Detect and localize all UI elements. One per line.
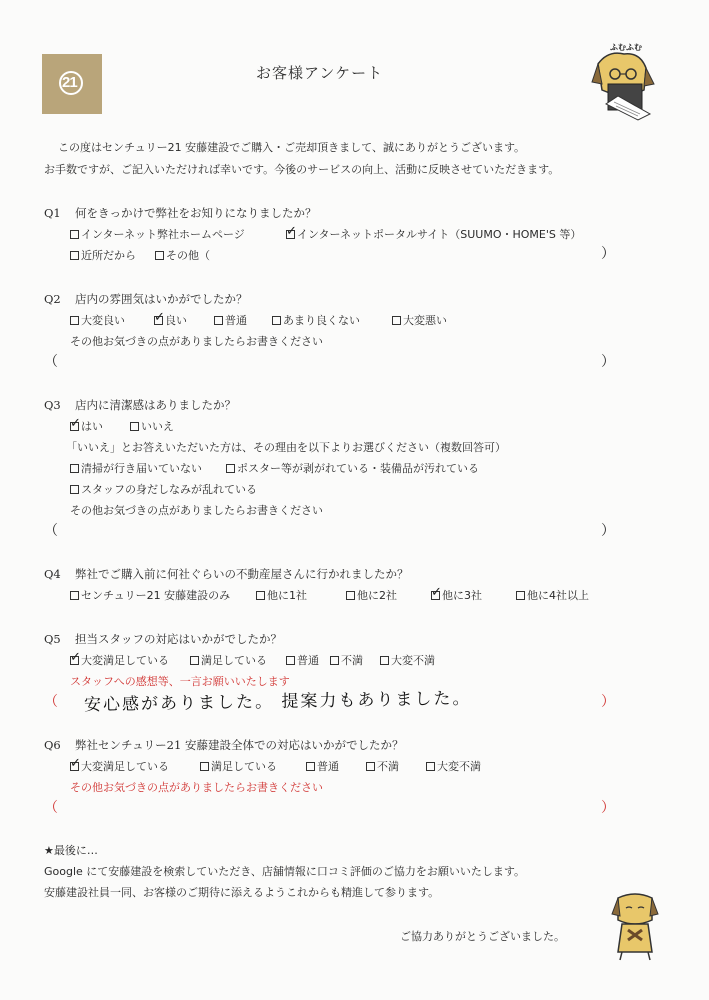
checkbox-checked[interactable] <box>70 422 79 431</box>
q2-close-paren: ） <box>601 354 615 370</box>
q3-reason-appearance[interactable]: スタッフの身だしなみが乱れている <box>70 484 257 495</box>
q3-question: 店内に清潔感はありましたか？ <box>75 398 236 412</box>
checkbox[interactable] <box>286 656 295 665</box>
checkbox[interactable] <box>70 316 79 325</box>
checkbox[interactable] <box>226 464 235 473</box>
q3-reason-posters[interactable]: ポスター等が剥がれている・装備品が汚れている <box>226 463 479 474</box>
checkbox[interactable] <box>272 316 281 325</box>
q2-option-not-good[interactable]: あまり良くない <box>272 315 360 326</box>
checkbox[interactable] <box>214 316 223 325</box>
mascot-caption: ふむふむ <box>610 43 642 52</box>
thanks-message: ご協力ありがとうございました。 <box>400 930 565 943</box>
checkbox[interactable] <box>190 656 199 665</box>
q4-option-only[interactable]: センチュリー21 安藤建設のみ <box>70 590 230 601</box>
q5-option-normal[interactable]: 普通 <box>286 655 319 666</box>
checkbox[interactable] <box>330 656 339 665</box>
footer-line-2: 安藤建設社員一同、お客様のご期待に添えるようこれからも精進して参ります。 <box>44 886 440 899</box>
q2-option-normal[interactable]: 普通 <box>214 315 247 326</box>
q5-option-very-dissatisfied[interactable]: 大変不満 <box>380 655 435 666</box>
q5-option-satisfied[interactable]: 満足している <box>190 655 267 666</box>
q6-close-paren: ） <box>601 800 615 816</box>
q5-open-paren: （ <box>44 694 58 710</box>
q2-option-very-bad[interactable]: 大変悪い <box>392 315 447 326</box>
checkbox[interactable] <box>70 230 79 239</box>
q6-number: Q6 <box>44 738 61 752</box>
checkbox[interactable] <box>366 762 375 771</box>
checkbox[interactable] <box>306 762 315 771</box>
q4-option-two[interactable]: 他に2社 <box>346 590 397 601</box>
q5-number: Q5 <box>44 632 61 646</box>
q3-option-yes[interactable]: ✓はい <box>70 421 103 432</box>
q3-close-paren: ） <box>601 523 615 539</box>
page-title: お客様アンケート <box>256 64 384 82</box>
q3-option-no[interactable]: いいえ <box>130 421 174 432</box>
mascot-bowing-icon <box>606 890 664 962</box>
checkbox-checked[interactable] <box>154 316 163 325</box>
q2-question: 店内の雰囲気はいかがでしたか？ <box>75 292 248 306</box>
q3-comment-prompt: その他お気づきの点がありましたらお書きください <box>70 504 323 517</box>
checkbox-checked[interactable] <box>431 591 440 600</box>
q6-option-very-satisfied[interactable]: ✓大変満足している <box>70 761 169 772</box>
q5-question: 担当スタッフの対応はいかがでしたか？ <box>75 632 282 646</box>
q3-open-paren: （ <box>44 523 58 539</box>
q1-option-nearby[interactable]: 近所だから <box>70 250 136 261</box>
q5-option-dissatisfied[interactable]: 不満 <box>330 655 363 666</box>
q3-reason-cleaning[interactable]: 清掃が行き届いていない <box>70 463 202 474</box>
q1-number: Q1 <box>44 206 61 220</box>
q1-option-portal[interactable]: ✓ インターネットポータルサイト（SUUMO・HOME'S 等） <box>286 229 581 240</box>
footer-heading: ★最後に… <box>44 844 98 857</box>
q1-option-website[interactable]: インターネット弊社ホームページ <box>70 229 245 240</box>
q6-option-very-dissatisfied[interactable]: 大変不満 <box>426 761 481 772</box>
logo-text: 21 <box>62 74 77 91</box>
q4-option-one[interactable]: 他に1社 <box>256 590 307 601</box>
checkbox[interactable] <box>426 762 435 771</box>
checkbox[interactable] <box>70 485 79 494</box>
q5-handwritten-answer: 安心感がありました。 提案力もありました。 <box>83 688 472 716</box>
mascot-reading-icon <box>588 44 660 124</box>
checkbox[interactable] <box>380 656 389 665</box>
checkbox-checked[interactable] <box>286 230 295 239</box>
q2-option-good[interactable]: ✓ 良い <box>154 315 187 326</box>
q6-option-dissatisfied[interactable]: 不満 <box>366 761 399 772</box>
q6-option-normal[interactable]: 普通 <box>306 761 339 772</box>
checkbox-checked[interactable] <box>70 656 79 665</box>
q4-question: 弊社でご購入前に何社ぐらいの不動産屋さんに行かれましたか？ <box>75 567 409 581</box>
q3-sub-prompt: 「いいえ」とお答えいただいた方は、その理由を以下よりお選びください（複数回答可） <box>66 441 506 454</box>
intro-line-1: この度はセンチュリー21 安藤建設でご購入・ご売却頂きまして、誠にありがとうございます。 <box>58 141 526 154</box>
footer-line-1: Google にて安藤建設を検索していただき、店舗情報に口コミ評価のご協力をお願いいたします。 <box>44 865 525 878</box>
checkbox-checked[interactable] <box>70 762 79 771</box>
q5-comment-prompt: スタッフへの感想等、一言お願いいたします <box>70 675 290 688</box>
checkbox[interactable] <box>256 591 265 600</box>
q6-question: 弊社センチュリー21 安藤建設全体での対応はいかがでしたか？ <box>75 738 404 752</box>
q1-option-other[interactable]: その他（ <box>155 250 210 261</box>
q4-option-four-plus[interactable]: 他に4社以上 <box>516 590 589 601</box>
checkbox[interactable] <box>70 591 79 600</box>
q2-comment-prompt: その他お気づきの点がありましたらお書きください <box>70 335 323 348</box>
q6-comment-prompt: その他お気づきの点がありましたらお書きください <box>70 781 323 794</box>
q2-option-very-good[interactable]: 大変良い <box>70 315 125 326</box>
checkbox[interactable] <box>155 251 164 260</box>
checkbox[interactable] <box>70 251 79 260</box>
century21-logo <box>42 54 102 114</box>
q1-close-paren: ） <box>601 246 615 262</box>
q4-option-three[interactable]: ✓ 他に3社 <box>431 590 482 601</box>
q2-number: Q2 <box>44 292 61 306</box>
checkbox[interactable] <box>130 422 139 431</box>
q2-open-paren: （ <box>44 354 58 370</box>
checkbox[interactable] <box>516 591 525 600</box>
checkbox[interactable] <box>70 464 79 473</box>
checkbox[interactable] <box>392 316 401 325</box>
q6-option-satisfied[interactable]: 満足している <box>200 761 277 772</box>
q5-close-paren: ） <box>601 694 615 710</box>
q4-number: Q4 <box>44 567 61 581</box>
q6-open-paren: （ <box>44 800 58 816</box>
checkbox[interactable] <box>200 762 209 771</box>
intro-line-2: お手数ですが、ご記入いただければ幸いです。今後のサービスの向上、活動に反映させていただきます。 <box>44 163 560 176</box>
q1-question: 何をきっかけで弊社をお知りになりましたか？ <box>75 206 317 220</box>
q5-option-very-satisfied[interactable]: ✓大変満足している <box>70 655 169 666</box>
checkbox[interactable] <box>346 591 355 600</box>
q3-number: Q3 <box>44 398 61 412</box>
